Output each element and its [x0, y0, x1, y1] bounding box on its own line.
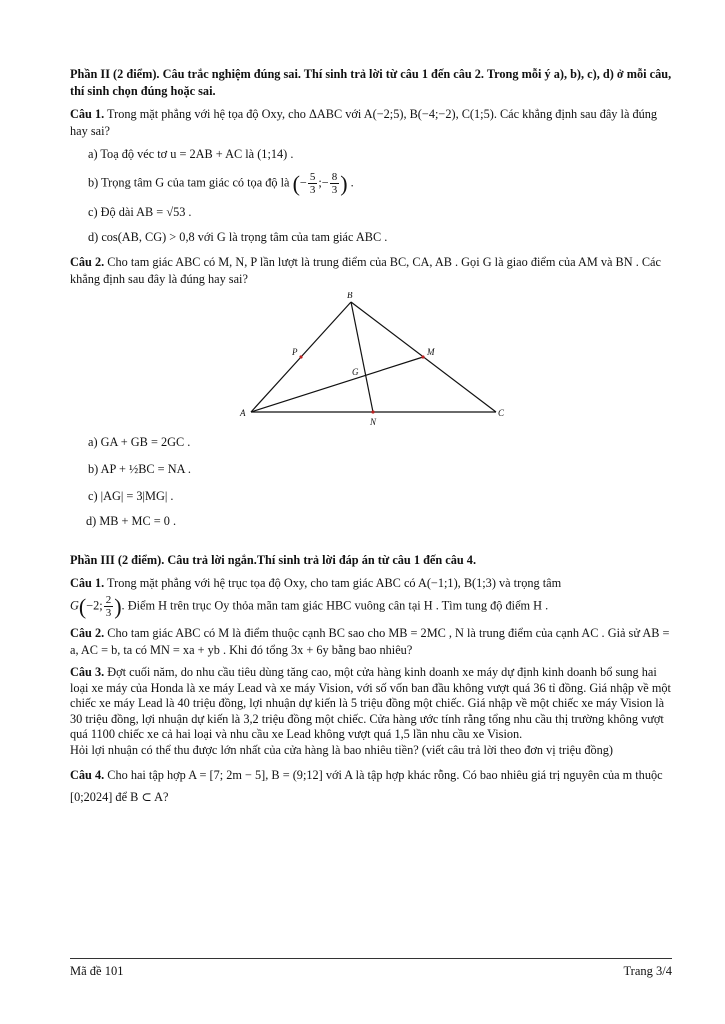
p3-q4-text: Cho hai tập hợp A = [7; 2m − 5], B = (9;12] với A là tập hợp khác rỗng. Có bao nhiêu giá trị nguyên của m thuộc [0;2024] để B ⊂ A?	[70, 768, 663, 804]
part2-q2	[70, 254, 672, 288]
p3-q1-line1: Trong mặt phẳng với hệ trục tọa độ Oxy, cho tam giác ABC có A(−1;1), B(1;3) và trọng tâm	[107, 576, 562, 590]
q1-option-d: d) cos(AB, CG) > 0,8 với G là trọng tâm của tam giác ABC .	[88, 230, 388, 244]
label-N: N	[370, 417, 377, 427]
q1-label: Câu 1.	[70, 107, 105, 121]
g-frac-den: 3	[105, 607, 112, 619]
page-footer	[70, 958, 672, 980]
q1-option-b: b) Trọng tâm G của tam giác có tọa độ là (− $\frac{5}{3}$ ;− $\frac{8}{3}$ ) .	[88, 171, 354, 196]
triangle-figure	[70, 292, 672, 428]
frac-num-2: 8	[331, 171, 338, 183]
point-P-dot	[299, 355, 302, 358]
p3-q3-label: Câu 3.	[70, 665, 105, 679]
part2-heading: Phần II (2 điểm). Câu trắc nghiệm đúng sai. Thí sinh trả lời từ câu 1 đến câu 2. Trong mỗi ý a), b), c), d) ở mỗi câu, thí sinh chọn đúng hoặc sai.	[70, 67, 672, 98]
part3-q3	[70, 665, 672, 743]
label-A: A	[240, 408, 246, 418]
q2-text: Cho tam giác ABC có M, N, P lần lượt là trung điểm của BC, CA, AB . Gọi G là giao điểm của AM và BN . Các khẳng định sau đây là đúng hay sai?	[70, 255, 661, 286]
p3-q2-text: Cho tam giác ABC có M là điểm thuộc cạnh BC sao cho MB = 2MC , N là trung điểm của cạnh AC . Giả sử AB = a, AC = b, ta có MN = xa + yb . Khi đó tổng 3x + 6y bằng bao nhiêu?	[70, 626, 670, 657]
part3-q3-question: Hỏi lợi nhuận có thể thu được lớn nhất của cửa hàng là bao nhiêu tiền? (viết câu trả lời theo đơn vị triệu đồng)	[70, 742, 614, 757]
part3-q4	[70, 764, 672, 808]
p3-q1-label: Câu 1.	[70, 576, 105, 590]
q2-option-d: d) MB + MC = 0 .	[86, 514, 177, 528]
label-C: C	[498, 408, 505, 418]
median-BN	[351, 302, 373, 412]
exam-page	[70, 66, 672, 808]
frac-num-1: 5	[309, 171, 316, 183]
p3-q4-label: Câu 4.	[70, 768, 105, 782]
label-G: G	[352, 367, 359, 377]
q1-option-b-text: b) Trọng tâm G của tam giác có tọa độ là	[88, 175, 290, 190]
exam-code: Mã đề 101	[70, 964, 124, 978]
part2-q1	[70, 106, 672, 140]
label-M: M	[427, 347, 435, 357]
page-number: Trang 3/4	[623, 964, 672, 978]
q2-option-a: a) GA + GB = 2GC .	[88, 435, 191, 449]
part3-q2	[70, 625, 672, 659]
q1-option-c: c) Độ dài AB = √53 .	[88, 205, 192, 219]
triangle-diagram	[236, 292, 506, 428]
frac-den-1: 3	[309, 184, 316, 196]
g-frac-num: 2	[105, 594, 112, 606]
label-P: P	[292, 347, 298, 357]
point-M-dot	[421, 355, 424, 358]
p3-q2-label: Câu 2.	[70, 626, 105, 640]
p3-q3-text: Đợt cuối năm, do nhu cầu tiêu dùng tăng cao, một cửa hàng kinh doanh xe máy dự định kinh doanh bổ sung hai loại xe máy của Honda là xe máy Lead và xe máy Vision, với số vốn ban đầu không vượt quá 36 tỉ đồng. Giá nhập về một chiếc xe máy Lead là 40 triệu đồng, lợi nhuận dự kiến là 5 triệu đồng một chiếc. Giá nhập về một chiếc xe máy Vision là 30 triệu đồng, lợi nhuận dự kiến là 3,2 triệu đồng một chiếc. Cửa hàng ước tính rằng tổng nhu cầu thị trường không vượt quá 1100 chiếc xe cả hai loại và nhu cầu xe Lead không vượt quá 1,5 lần nhu cầu xe Vision.	[70, 665, 671, 741]
label-B: B	[347, 292, 353, 300]
q1-option-a: a) Toạ độ véc tơ u = 2AB + AC là (1;14) .	[88, 147, 294, 161]
q2-option-c: c) |AG| = 3|MG| .	[88, 489, 174, 503]
part3-q1	[70, 575, 672, 592]
q2-option-b: b) AP + ½BC = NA .	[88, 462, 191, 476]
part3-heading: Phần III (2 điểm). Câu trả lời ngắn.Thí sinh trả lời đáp án từ câu 1 đến câu 4.	[70, 553, 477, 567]
p3-q1-line2-text: . Điểm H trên trục Oy thỏa mãn tam giác HBC vuông cân tại H . Tìm tung độ điểm H .	[121, 598, 549, 613]
part3-q1-line2: G(−2; $\frac{2}{3}$ ). Điểm H trên trục Oy thỏa mãn tam giác HBC vuông cân tại H . Tìm tung độ điểm H .	[70, 594, 549, 619]
q2-label: Câu 2.	[70, 255, 105, 269]
point-N-dot	[371, 410, 374, 413]
q1-text: Trong mặt phẳng với hệ tọa độ Oxy, cho ΔABC với A(−2;5), B(−4;−2), C(1;5). Các khẳng định sau đây là đúng hay sai?	[70, 107, 658, 138]
frac-den-2: 3	[331, 184, 338, 196]
